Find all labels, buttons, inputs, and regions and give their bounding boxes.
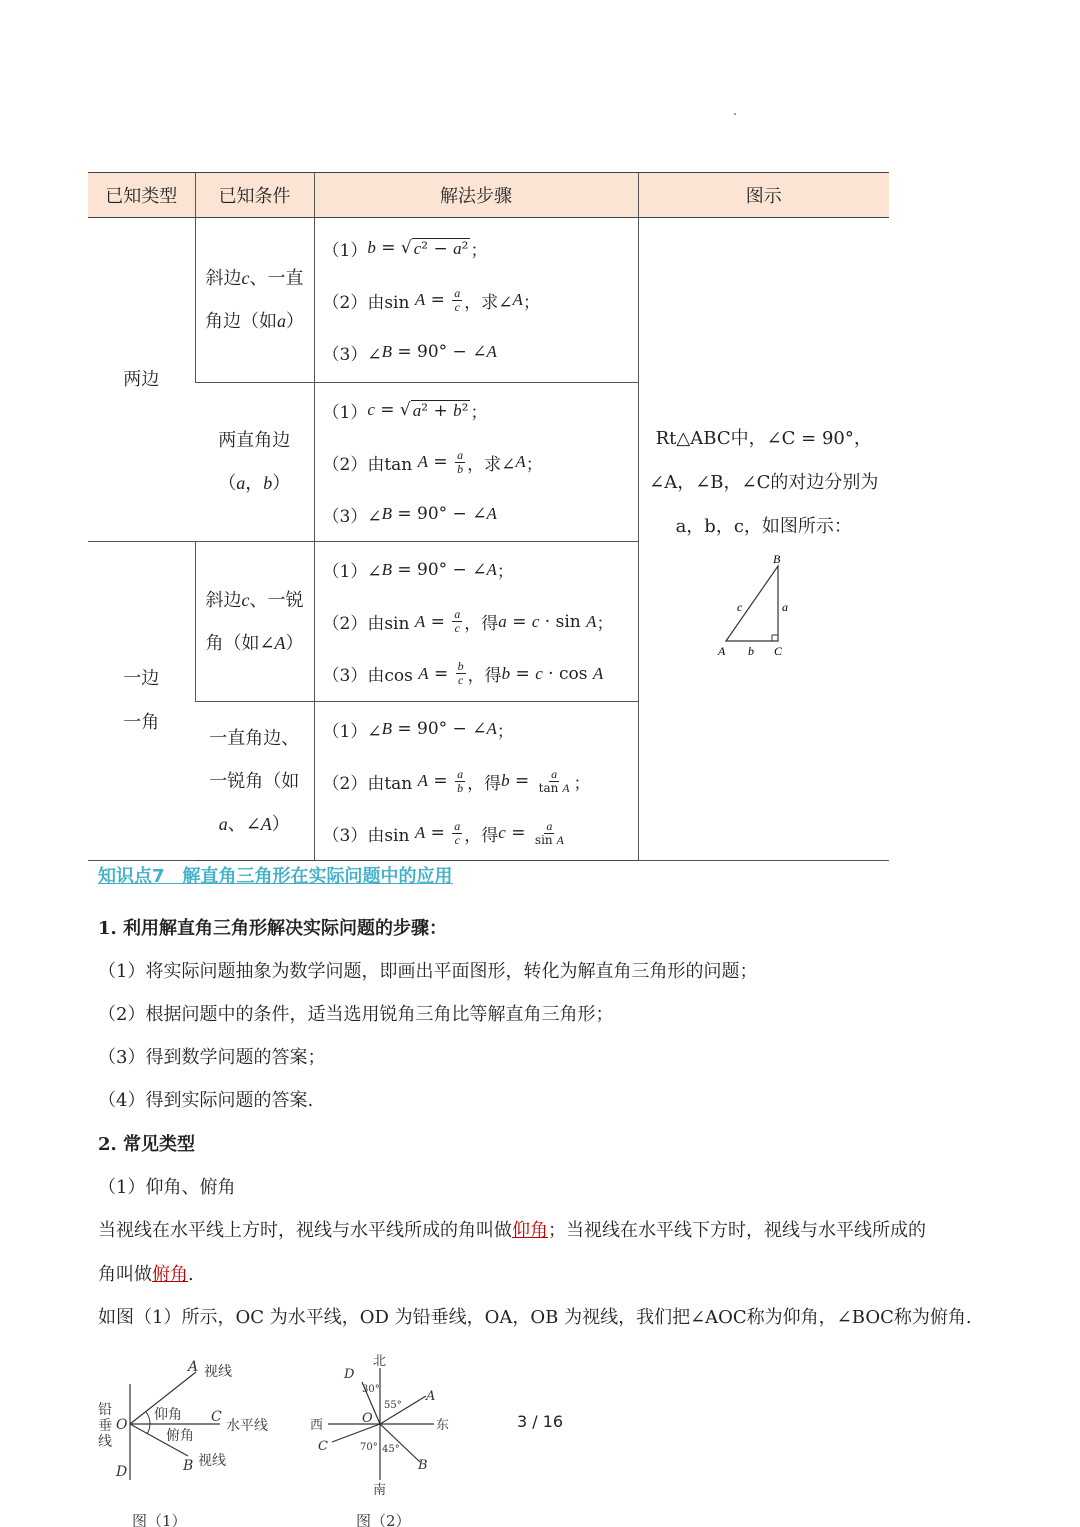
fig1-label-C: C: [211, 1409, 222, 1425]
fig2-label-B: B: [418, 1458, 428, 1473]
figure-description: 如图（1）所示，OC 为水平线，OD 为铅垂线，OA，OB 为视线，我们把∠AOC称为仰角，∠BOC称为俯角.: [98, 1307, 972, 1328]
fig1-depression-label: 俯角: [166, 1428, 194, 1444]
label-a: a: [781, 600, 788, 614]
cond-line: 斜边c、一直: [205, 268, 304, 289]
steps-cell: [314, 702, 638, 861]
figure-text-1: Rt△ABC中，∠C = 90°，: [655, 428, 872, 449]
step-line: （1）∠ B = 90° − ∠ A ；: [322, 719, 514, 742]
figure-2-bearing: [306, 1350, 476, 1527]
fig1-plumb-3: 线: [98, 1434, 112, 1450]
label-C: C: [773, 644, 782, 658]
fig2-angle-55: 55°: [384, 1400, 402, 1411]
cond-line: 两直角边: [218, 430, 291, 451]
section2-title: 2. 常见类型: [98, 1134, 196, 1155]
condition-leg-angle: [195, 702, 314, 861]
step-line: （2）由sin A = $\frac{a}{c}$ ，求∠ A ；: [322, 285, 540, 314]
page-number: 3 / 16: [517, 1412, 564, 1431]
knowledge-point-title: 知识点7 解直角三角形在实际问题中的应用: [98, 866, 453, 887]
type-line: 一角: [123, 712, 160, 733]
header-known-type: 已知类型: [88, 173, 195, 218]
step-line: （2）由tan A = $\frac{a}{b}$ ，求∠ A ；: [322, 447, 543, 476]
figure-1-elevation-depression: [92, 1352, 292, 1527]
fig2-label-A: A: [426, 1389, 436, 1404]
fig2-east: 东: [436, 1418, 450, 1433]
fig2-north: 北: [373, 1354, 387, 1369]
fig1-label-D: D: [116, 1464, 128, 1480]
step-line: （2）由sin A = $\frac{a}{c}$ ，得 a = c · sin A ；: [322, 607, 614, 635]
section1-title: 1. 利用解直角三角形解决实际问题的步骤：: [98, 918, 448, 939]
fig2-label-D: D: [344, 1367, 355, 1382]
fig1-label-O: O: [116, 1417, 128, 1433]
label-B: B: [772, 552, 781, 566]
label-c: c: [736, 600, 743, 614]
fig1-label-A: A: [188, 1359, 199, 1375]
def-text: .: [188, 1264, 194, 1285]
fig1-sight-bottom: 视线: [198, 1453, 226, 1469]
fig2-south: 南: [373, 1483, 387, 1498]
subheading-elevation-depression: （1）仰角、俯角: [98, 1177, 236, 1198]
steps-cell: [314, 218, 638, 383]
step-line: （1） b = √ c² − a² ；: [322, 238, 488, 261]
def-text: ；当视线在水平线下方时，视线与水平线所成的: [548, 1220, 926, 1241]
cond-line: 一锐角（如: [209, 770, 300, 792]
condition-hyp-angle: [195, 542, 314, 702]
type-two-sides: [88, 218, 195, 542]
fig2-angle-70: 70°: [360, 1442, 378, 1453]
step-line: （3）∠ B = 90° − ∠ A: [322, 504, 497, 527]
cond-line: 一直角边、: [209, 727, 300, 749]
step-line: （2）由tan A = $\frac{a}{b}$ ，得 b = $\frac{a}{\text{tan A}}$ ；: [322, 766, 591, 795]
header-solution-steps: 解法步骤: [314, 173, 638, 218]
table-row: [88, 218, 889, 383]
fig2-angle-30: 30°: [362, 1384, 380, 1395]
cond-line: 角（如∠A）: [205, 632, 304, 654]
cond-line: a、∠A）: [218, 813, 290, 835]
fig1-sight-top: 视线: [204, 1364, 232, 1380]
fig2-label-C: C: [318, 1439, 328, 1454]
figure-text-2: ∠A，∠B，∠C的对边分别为: [649, 472, 879, 493]
type-line: 两边: [123, 368, 160, 390]
step-3: （3）得到数学问题的答案；: [98, 1047, 326, 1068]
label-b: b: [747, 644, 754, 658]
condition-hyp-leg: [195, 218, 314, 383]
fig1-label-B: B: [183, 1458, 194, 1474]
step-line: （1） c = √ a² + b² ；: [322, 400, 488, 423]
label-A: A: [717, 644, 726, 658]
step-line: （3）∠ B = 90° − ∠ A: [322, 342, 497, 365]
term-elevation: 仰角: [512, 1220, 548, 1241]
def-text: 当视线在水平线上方时，视线与水平线所成的角叫做: [98, 1220, 512, 1241]
term-depression: 俯角: [152, 1264, 188, 1285]
right-triangle-diagram: [704, 551, 824, 661]
definition-line-1: [98, 1216, 926, 1242]
fig2-label-O: O: [362, 1411, 373, 1426]
type-side-angle: [88, 542, 195, 861]
cond-line: （a，b）: [218, 473, 291, 494]
definition-line-2: [98, 1260, 194, 1286]
fig1-plumb-1: 铅: [98, 1402, 112, 1418]
fig1-plumb-2: 垂: [98, 1418, 112, 1434]
step-line: （3）由cos A = $\frac{b}{c}$ ，得 b = c · cos A: [322, 659, 604, 687]
fig1-horizontal: 水平线: [226, 1418, 268, 1434]
fig2-west: 西: [310, 1418, 324, 1433]
def-text: 角叫做: [98, 1264, 152, 1285]
figure-cell: [638, 218, 889, 861]
header-known-condition: 已知条件: [195, 173, 314, 218]
step-line: （3）由sin A = $\frac{a}{c}$ ，得 c = $\frac{a}{\text{sin A}}$: [322, 818, 564, 847]
speck: [734, 113, 736, 115]
fig2-angle-45: 45°: [382, 1444, 400, 1455]
fig2-caption: 图（2）: [356, 1512, 411, 1527]
fig1-elevation-label: 仰角: [154, 1407, 182, 1423]
figure-text-3: a，b，c，如图所示：: [675, 516, 852, 537]
type-line: 一边: [123, 668, 160, 689]
steps-cell: [314, 383, 638, 542]
step-4: （4）得到实际问题的答案.: [98, 1090, 314, 1111]
table-header-row: [88, 173, 889, 218]
condition-two-legs: [195, 383, 314, 542]
cond-line: 角边（如a）: [205, 311, 304, 332]
solution-table: [88, 172, 889, 861]
step-1: （1）将实际问题抽象为数学问题，即画出平面图形，转化为解直角三角形的问题；: [98, 961, 758, 982]
header-figure: 图示: [638, 173, 889, 218]
cond-line: 斜边c、一锐: [205, 589, 304, 611]
step-2: （2）根据问题中的条件，适当选用锐角三角比等解直角三角形；: [98, 1004, 614, 1025]
steps-cell: [314, 542, 638, 702]
fig1-caption: 图（1）: [132, 1512, 187, 1527]
step-line: （1）∠ B = 90° − ∠ A ；: [322, 559, 514, 582]
